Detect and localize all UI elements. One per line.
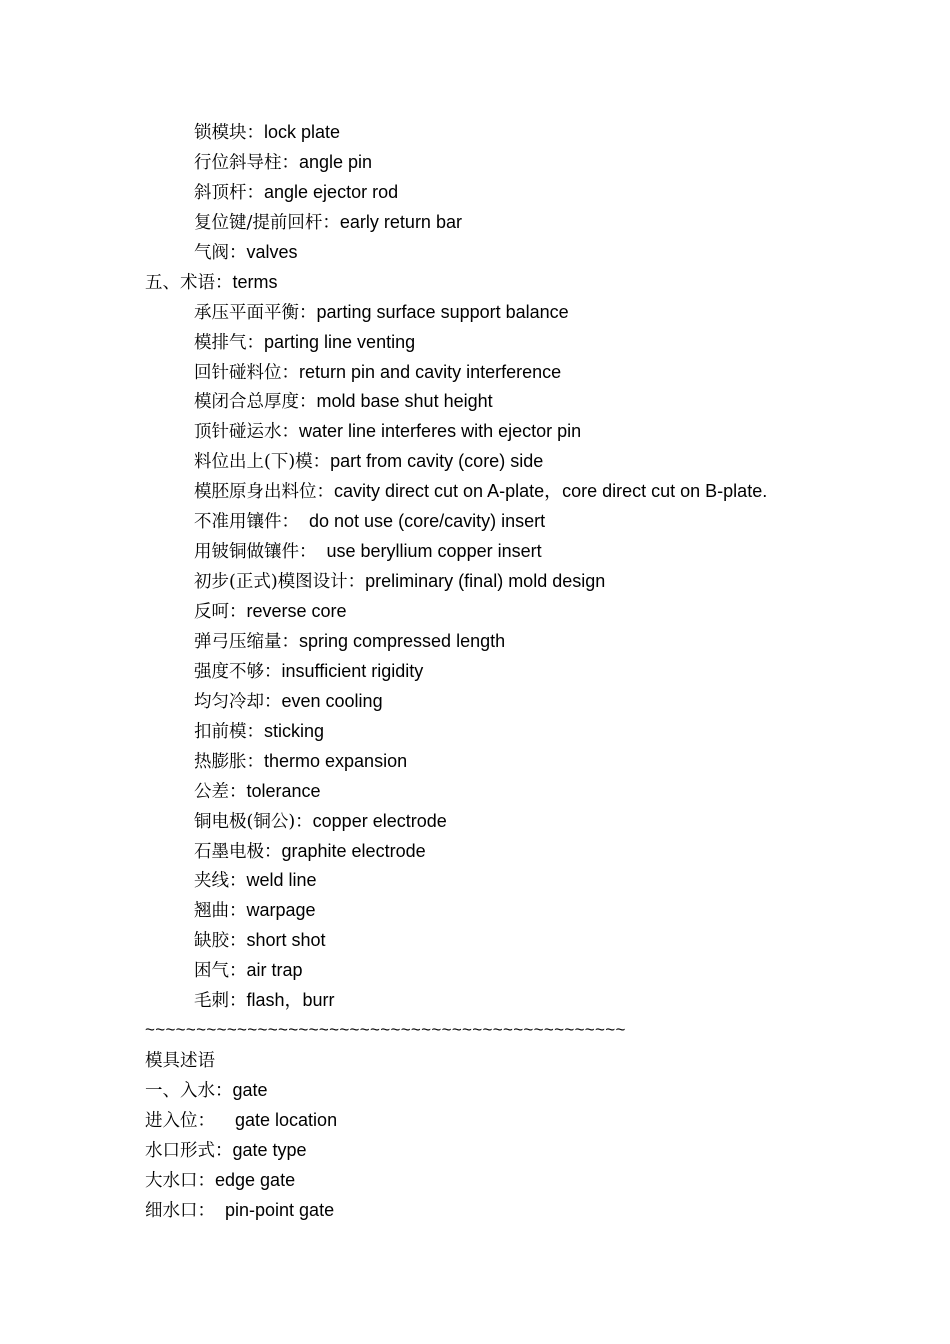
term-chinese: 不准用镶件： [194,512,299,533]
term-chinese: 热膨胀： [194,751,264,772]
term-line [0,746,950,776]
term-line [0,1165,950,1195]
term-chinese: 气阀： [194,242,247,263]
term-english: tolerance [246,780,321,801]
term-english: parting line venting [264,331,416,352]
term-english: air trap [246,960,303,981]
term-english: terms [232,271,278,292]
term-line [0,1075,950,1105]
term-chinese: 进入位： [145,1110,215,1131]
term-english: parting surface support balance [316,301,569,322]
term-chinese: 水口形式： [145,1140,233,1161]
term-chinese: 公差： [194,781,247,802]
term-english: weld line [246,870,317,891]
term-english: mold base shut height [316,391,493,412]
term-line [0,1105,950,1135]
term-chinese: 毛刺： [194,991,247,1012]
term-chinese: 一、入水： [145,1081,233,1101]
term-chinese: 模排气： [194,332,264,353]
term-chinese: 困气： [194,961,247,982]
term-chinese: 模闭合总厚度： [194,392,317,413]
term-line [0,1195,950,1225]
term-english: sticking [264,720,325,741]
term-line [0,566,950,596]
term-chinese: 承压平面平衡： [194,302,317,323]
term-line [0,386,950,416]
term-chinese: 模胚原身出料位： [194,482,334,503]
term-chinese: 料位出上(下)模： [194,452,331,473]
term-english: even cooling [281,690,383,711]
term-chinese: 缺胶： [194,931,247,952]
term-english: gate [232,1080,268,1100]
term-english: angle pin [299,151,373,172]
term-english: spring compressed length [299,630,506,651]
term-chinese: 五、术语： [145,272,233,293]
term-chinese: 行位斜导柱： [194,152,299,173]
term-line [0,656,950,686]
term-line [0,806,950,836]
term-chinese: 模具述语 [145,1051,215,1072]
term-line [0,865,950,895]
term-english: do not use (core/cavity) insert [299,511,546,532]
term-chinese: 夹线： [194,871,247,892]
term-english: cavity direct cut on A-plate，core direct cut on B-plate. [334,481,768,502]
term-chinese: 大水口： [145,1170,215,1191]
term-english: edge gate [215,1169,296,1190]
term-chinese: 铜电极(铜公)： [194,811,313,832]
term-line [0,476,950,506]
term-line [0,686,950,716]
term-english: short shot [246,930,326,951]
term-english: water line interferes with ejector pin [299,421,582,442]
term-chinese: 用铍铜做镶件： [194,542,317,563]
term-chinese: 均匀冷却： [194,691,282,712]
term-english: reverse core [246,601,347,621]
term-line [0,416,950,446]
term-line [0,446,950,476]
term-line [0,177,950,207]
term-english: pin-point gate [215,1199,335,1220]
term-line [0,327,950,357]
term-english: valves [246,241,298,262]
term-line [0,716,950,746]
term-chinese: 斜顶杆： [194,182,264,203]
term-line [0,267,950,297]
term-chinese: 初步(正式)模图设计： [194,572,366,593]
term-english: copper electrode [312,810,447,831]
document-page [0,117,950,1225]
term-line [0,925,950,955]
term-line [0,117,950,147]
term-chinese: 锁模块： [194,123,264,143]
term-english: gate location [215,1109,338,1130]
term-line [0,297,950,327]
term-english: part from cavity (core) side [330,451,544,472]
term-chinese: 复位键/提前回杆： [194,212,340,233]
term-english: thermo expansion [264,750,408,771]
term-line [0,985,950,1015]
term-line [0,626,950,656]
term-chinese: 顶针碰运水： [194,422,299,443]
term-line [0,1045,950,1075]
term-line [0,207,950,237]
term-chinese: 回针碰料位： [194,362,299,383]
term-english: return pin and cavity interference [299,361,562,382]
term-english: flash，burr [246,990,335,1011]
term-english: graphite electrode [281,840,426,861]
term-chinese: 扣前模： [194,721,264,742]
term-chinese: 强度不够： [194,661,282,682]
term-line [0,506,950,536]
term-line [0,895,950,925]
term-chinese: 翘曲： [194,901,247,922]
term-chinese: 细水口： [145,1200,215,1221]
term-line [0,147,950,177]
term-line [0,357,950,387]
term-chinese: 石墨电极： [194,841,282,862]
term-english: warpage [246,900,316,921]
term-english: use beryllium copper insert [316,541,542,562]
term-line [0,776,950,806]
divider-text: ~~~~~~~~~~~~~~~~~~~~~~~~~~~~~~~~~~~~~~~~~~~~~~~ [145,1020,626,1040]
term-line [0,1135,950,1165]
term-line [0,836,950,866]
term-line [0,536,950,566]
term-english: insufficient rigidity [281,660,424,681]
term-english: angle ejector rod [264,181,399,202]
divider-line [0,1015,950,1045]
term-line [0,237,950,267]
term-english: early return bar [339,211,462,232]
term-english: gate type [232,1139,307,1160]
term-english: preliminary (final) mold design [365,571,606,592]
term-chinese: 弹弓压缩量： [194,631,299,652]
term-line [0,955,950,985]
term-english: lock plate [264,122,341,142]
term-line [0,596,950,626]
term-chinese: 反呵： [194,602,247,622]
